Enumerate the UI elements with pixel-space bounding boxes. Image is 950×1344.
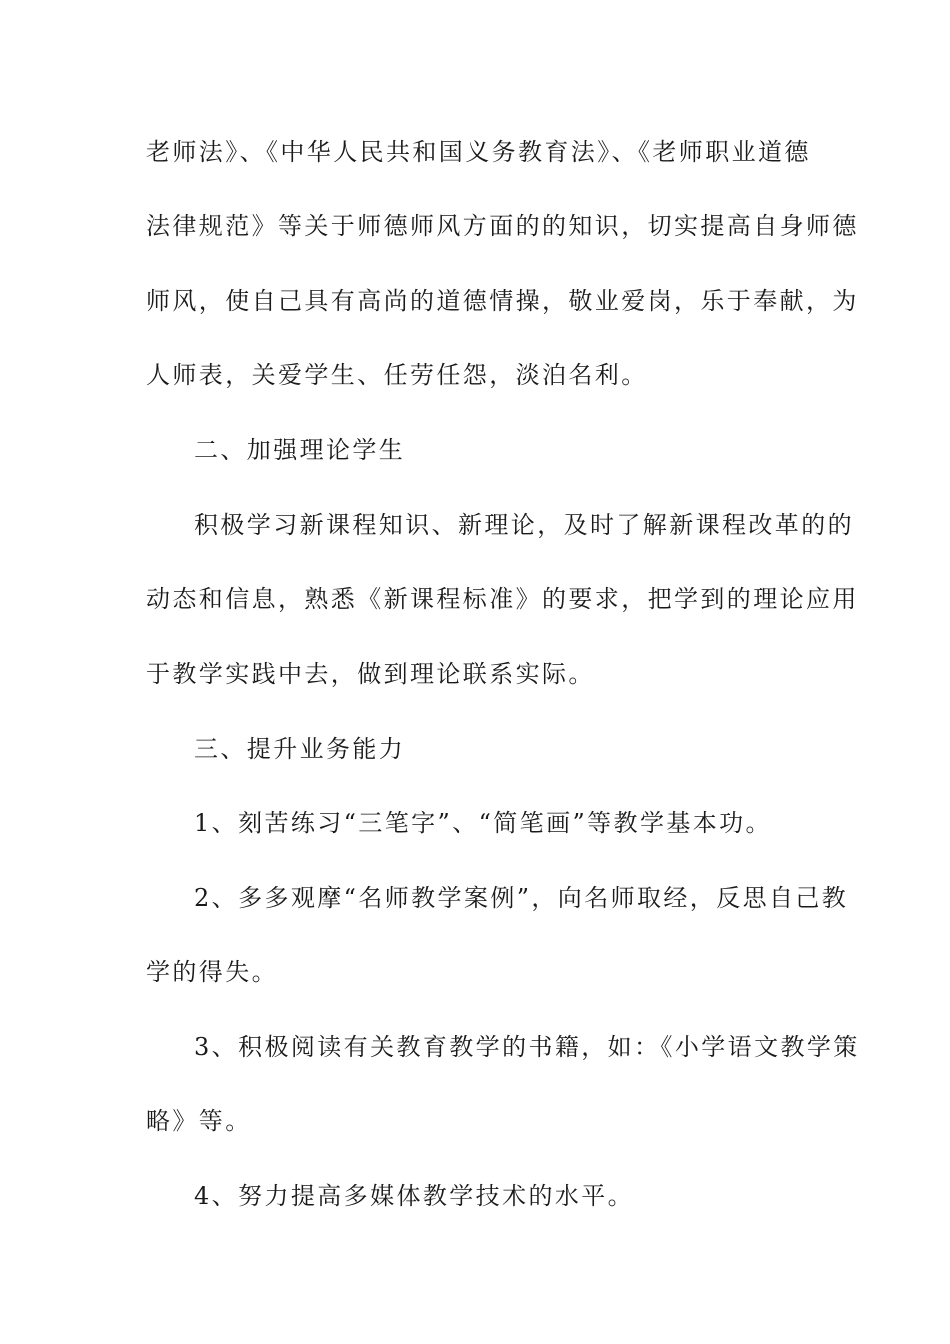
paragraph-line: 积极学习新课程知识、新理论，及时了解新课程改革的的 <box>194 511 854 539</box>
paragraph-line: 老师法》、《中华人民共和国义务教育法》、《老师职业道德 <box>146 138 811 166</box>
list-item-continuation: 略》等。 <box>146 1107 252 1135</box>
list-item: 4、努力提高多媒体教学技术的水平。 <box>194 1182 635 1210</box>
paragraph-line: 动态和信息，熟悉《新课程标准》的要求，把学到的理论应用 <box>146 585 859 613</box>
section-heading: 三、提升业务能力 <box>194 735 406 763</box>
paragraph-line: 于教学实践中去，做到理论联系实际。 <box>146 660 595 688</box>
list-item: 2、多多观摩“名师教学案例”，向名师取经，反思自己教 <box>194 884 849 912</box>
section-heading: 二、加强理论学生 <box>194 436 406 464</box>
list-item: 1、刻苦练习“三笔字”、“简笔画”等教学基本功。 <box>194 809 772 837</box>
paragraph-line: 法律规范》等关于师德师风方面的的知识，切实提高自身师德 <box>146 212 859 240</box>
paragraph-line: 师风，使自己具有高尚的道德情操，敬业爱岗，乐于奉献，为 <box>146 287 859 315</box>
paragraph-line: 人师表，关爱学生、任劳任怨，淡泊名利。 <box>146 361 648 389</box>
list-item-continuation: 学的得失。 <box>146 958 278 986</box>
list-item: 3、积极阅读有关教育教学的书籍，如：《小学语文教学策 <box>194 1033 860 1061</box>
